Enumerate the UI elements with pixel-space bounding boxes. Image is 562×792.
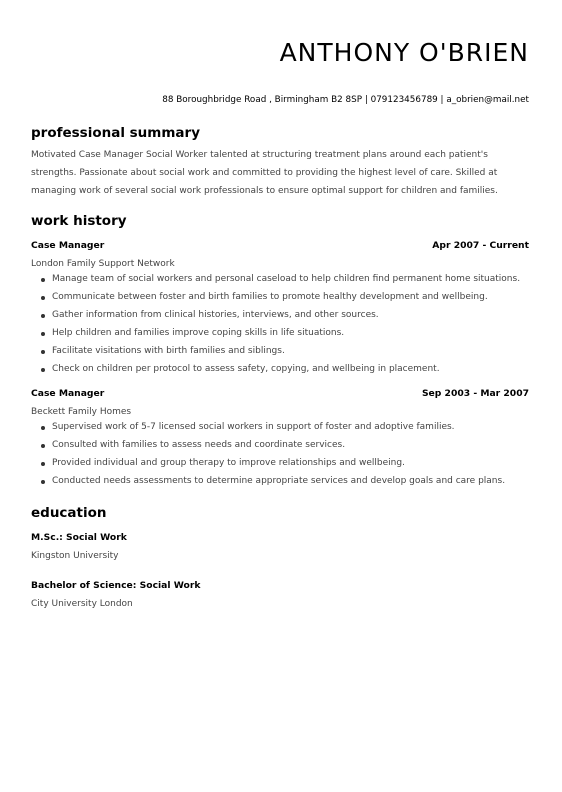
section-title-work-history: work history: [31, 213, 127, 229]
job-header: [31, 388, 529, 400]
education-school: City University London: [31, 599, 133, 609]
section-title-summary: professional summary: [31, 125, 200, 141]
job-role: Case Manager: [31, 388, 105, 399]
job-employer: Beckett Family Homes: [31, 407, 132, 417]
contact-line: 88 Boroughbridge Road , Birmingham B2 8SP | 079123456789 | a_obrien@mail.net: [162, 95, 529, 105]
list-item: Communicate between foster and birth families to promote healthy development and wellbeing.: [41, 288, 529, 306]
education-degree: Bachelor of Science: Social Work: [31, 580, 201, 591]
list-item: Consulted with families to assess needs and coordinate services.: [41, 436, 529, 454]
job-role: Case Manager: [31, 240, 105, 251]
list-item: Help children and families improve coping skills in life situations.: [41, 324, 529, 342]
candidate-name: ANTHONY O'BRIEN: [279, 38, 529, 67]
job-header: [31, 240, 529, 252]
list-item: Manage team of social workers and personal caseload to help children find permanent home situations.: [41, 270, 529, 288]
section-title-education: education: [31, 505, 107, 521]
list-item: Gather information from clinical histories, interviews, and other sources.: [41, 306, 529, 324]
job-employer: London Family Support Network: [31, 259, 175, 269]
job-entry: [31, 388, 529, 490]
education-school: Kingston University: [31, 551, 119, 561]
job-bullets: [31, 418, 529, 490]
list-item: Supervised work of 5-7 licensed social workers in support of foster and adoptive families.: [41, 418, 529, 436]
education-degree: M.Sc.: Social Work: [31, 532, 127, 543]
summary-text: Motivated Case Manager Social Worker talented at structuring treatment plans around each patient's strengths. Passionate about social work and committed to providing the highest level of care. Skilled at managing work of several social work professionals to ensure optimal support for children and families.: [31, 150, 498, 196]
job-dates: Sep 2003 - Mar 2007: [421, 388, 529, 399]
job-dates: Apr 2007 - Current: [432, 240, 529, 251]
list-item: Provided individual and group therapy to improve relationships and wellbeing.: [41, 454, 529, 472]
list-item: Check on children per protocol to assess safety, copying, and wellbeing in placement.: [41, 360, 529, 378]
job-entry: [31, 240, 529, 378]
job-bullets: [31, 270, 529, 378]
list-item: Conducted needs assessments to determine appropriate services and develop goals and care plans.: [41, 472, 529, 490]
list-item: Facilitate visitations with birth families and siblings.: [41, 342, 529, 360]
